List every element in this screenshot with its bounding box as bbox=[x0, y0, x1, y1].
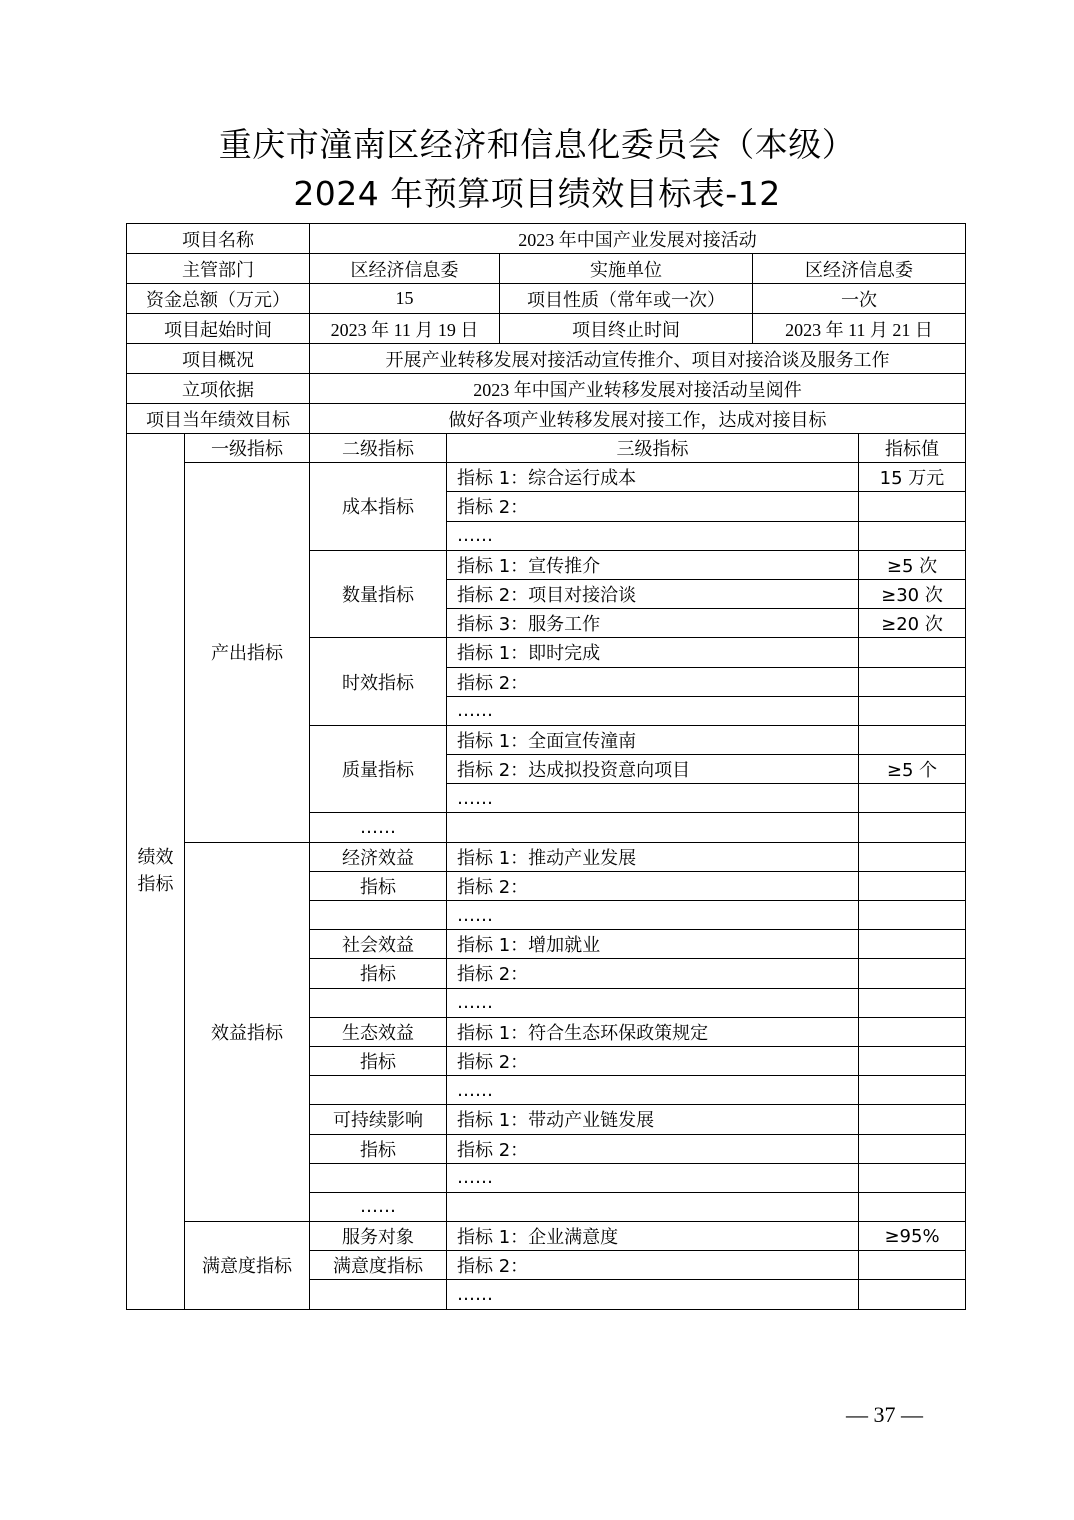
timeliness-label: 时效指标 bbox=[310, 638, 447, 726]
impl-label: 实施单位 bbox=[500, 254, 753, 284]
sustain-label-1: 可持续影响 bbox=[310, 1105, 447, 1134]
table-row bbox=[127, 254, 966, 284]
eco-label-2: 指标 bbox=[310, 1046, 447, 1075]
table-row bbox=[127, 224, 966, 254]
sustain-label-2: 指标 bbox=[310, 1134, 447, 1163]
output-label: 产出指标 bbox=[185, 463, 310, 842]
table-row bbox=[127, 842, 966, 871]
quantity-indicator-3-value: ≥20 次 bbox=[859, 609, 966, 638]
table-row bbox=[127, 284, 966, 314]
table-row bbox=[127, 463, 966, 492]
impl-value: 区经济信息委 bbox=[753, 254, 966, 284]
col-value: 指标值 bbox=[859, 434, 966, 463]
overview-label: 项目概况 bbox=[127, 344, 310, 374]
quality-indicator-2: 指标 2：达成拟投资意向项目 bbox=[447, 755, 859, 784]
ellipsis: …… bbox=[447, 696, 859, 725]
project-name-value: 2023 年中国产业发展对接活动 bbox=[310, 224, 966, 254]
eco-label-1: 生态效益 bbox=[310, 1017, 447, 1046]
econ-label-2: 指标 bbox=[310, 871, 447, 900]
social-indicator-2: 指标 2： bbox=[447, 959, 859, 988]
table-row bbox=[127, 344, 966, 374]
start-label: 项目起始时间 bbox=[127, 314, 310, 344]
dept-value: 区经济信息委 bbox=[310, 254, 500, 284]
table-row bbox=[127, 434, 966, 463]
nature-label: 项目性质（常年或一次） bbox=[500, 284, 753, 314]
dept-label: 主管部门 bbox=[127, 254, 310, 284]
nature-value: 一次 bbox=[753, 284, 966, 314]
col-level2: 二级指标 bbox=[310, 434, 447, 463]
goal-value: 做好各项产业转移发展对接工作，达成对接目标 bbox=[310, 404, 966, 434]
econ-indicator-2: 指标 2： bbox=[447, 871, 859, 900]
title-line-1: 重庆市潼南区经济和信息化委员会（本级） bbox=[218, 125, 856, 164]
benefit-label: 效益指标 bbox=[185, 842, 310, 1221]
table-row bbox=[127, 404, 966, 434]
table-row bbox=[127, 314, 966, 344]
cost-indicator-1: 指标 1：综合运行成本 bbox=[447, 463, 859, 492]
ellipsis: …… bbox=[447, 1280, 859, 1309]
eco-indicator-1: 指标 1：符合生态环保政策规定 bbox=[447, 1017, 859, 1046]
quality-indicator-2-value: ≥5 个 bbox=[859, 755, 966, 784]
satisfaction-label: 满意度指标 bbox=[185, 1222, 310, 1310]
end-label: 项目终止时间 bbox=[500, 314, 753, 344]
cost-indicator-2: 指标 2： bbox=[447, 492, 859, 521]
social-label-1: 社会效益 bbox=[310, 930, 447, 959]
quantity-indicator-3: 指标 3：服务工作 bbox=[447, 609, 859, 638]
quantity-indicator-2: 指标 2：项目对接洽谈 bbox=[447, 579, 859, 608]
quantity-label: 数量指标 bbox=[310, 550, 447, 638]
quantity-indicator-1: 指标 1：宣传推介 bbox=[447, 550, 859, 579]
ellipsis: …… bbox=[447, 988, 859, 1017]
quantity-indicator-1-value: ≥5 次 bbox=[859, 550, 966, 579]
eco-indicator-2: 指标 2： bbox=[447, 1046, 859, 1075]
project-name-label: 项目名称 bbox=[127, 224, 310, 254]
ellipsis: …… bbox=[310, 1192, 447, 1221]
end-value: 2023 年 11 月 21 日 bbox=[753, 314, 966, 344]
social-label-2: 指标 bbox=[310, 959, 447, 988]
satisfaction-indicator-1: 指标 1：企业满意度 bbox=[447, 1222, 859, 1251]
sustain-indicator-2: 指标 2： bbox=[447, 1134, 859, 1163]
col-level3: 三级指标 bbox=[447, 434, 859, 463]
timeliness-indicator-2: 指标 2： bbox=[447, 667, 859, 696]
satisfaction-indicator-2: 指标 2： bbox=[447, 1251, 859, 1280]
start-value: 2023 年 11 月 19 日 bbox=[310, 314, 500, 344]
basis-label: 立项依据 bbox=[127, 374, 310, 404]
ellipsis: …… bbox=[447, 901, 859, 930]
econ-label-1: 经济效益 bbox=[310, 842, 447, 871]
quality-label: 质量指标 bbox=[310, 725, 447, 813]
overview-value: 开展产业转移发展对接活动宣传推介、项目对接洽谈及服务工作 bbox=[310, 344, 966, 374]
side-label: 绩效指标 bbox=[127, 434, 185, 1310]
col-level1: 一级指标 bbox=[185, 434, 310, 463]
ellipsis: …… bbox=[310, 813, 447, 842]
basis-value: 2023 年中国产业转移发展对接活动呈阅件 bbox=[310, 374, 966, 404]
goal-label: 项目当年绩效目标 bbox=[127, 404, 310, 434]
ellipsis: …… bbox=[447, 521, 859, 550]
table-row bbox=[127, 374, 966, 404]
fund-value: 15 bbox=[310, 284, 500, 314]
satisfaction-indicator-1-value: ≥95% bbox=[859, 1222, 966, 1251]
quality-indicator-1: 指标 1：全面宣传潼南 bbox=[447, 725, 859, 754]
fund-label: 资金总额（万元） bbox=[127, 284, 310, 314]
ellipsis: …… bbox=[447, 1076, 859, 1105]
sustain-indicator-1: 指标 1：带动产业链发展 bbox=[447, 1105, 859, 1134]
table-row bbox=[127, 1222, 966, 1251]
title-line-2: 2024 年预算项目绩效目标表-12 bbox=[293, 174, 781, 213]
cost-label: 成本指标 bbox=[310, 463, 447, 551]
ellipsis: …… bbox=[447, 784, 859, 813]
sat-level2-label: 满意度指标 bbox=[310, 1251, 447, 1280]
performance-table bbox=[126, 223, 966, 1310]
cost-indicator-1-value: 15 万元 bbox=[859, 463, 966, 492]
quantity-indicator-2-value: ≥30 次 bbox=[859, 579, 966, 608]
service-obj-label: 服务对象 bbox=[310, 1222, 447, 1251]
page-number: — 37 — bbox=[846, 1402, 923, 1427]
social-indicator-1: 指标 1：增加就业 bbox=[447, 930, 859, 959]
econ-indicator-1: 指标 1：推动产业发展 bbox=[447, 842, 859, 871]
ellipsis: …… bbox=[447, 1163, 859, 1192]
timeliness-indicator-1: 指标 1：即时完成 bbox=[447, 638, 859, 667]
